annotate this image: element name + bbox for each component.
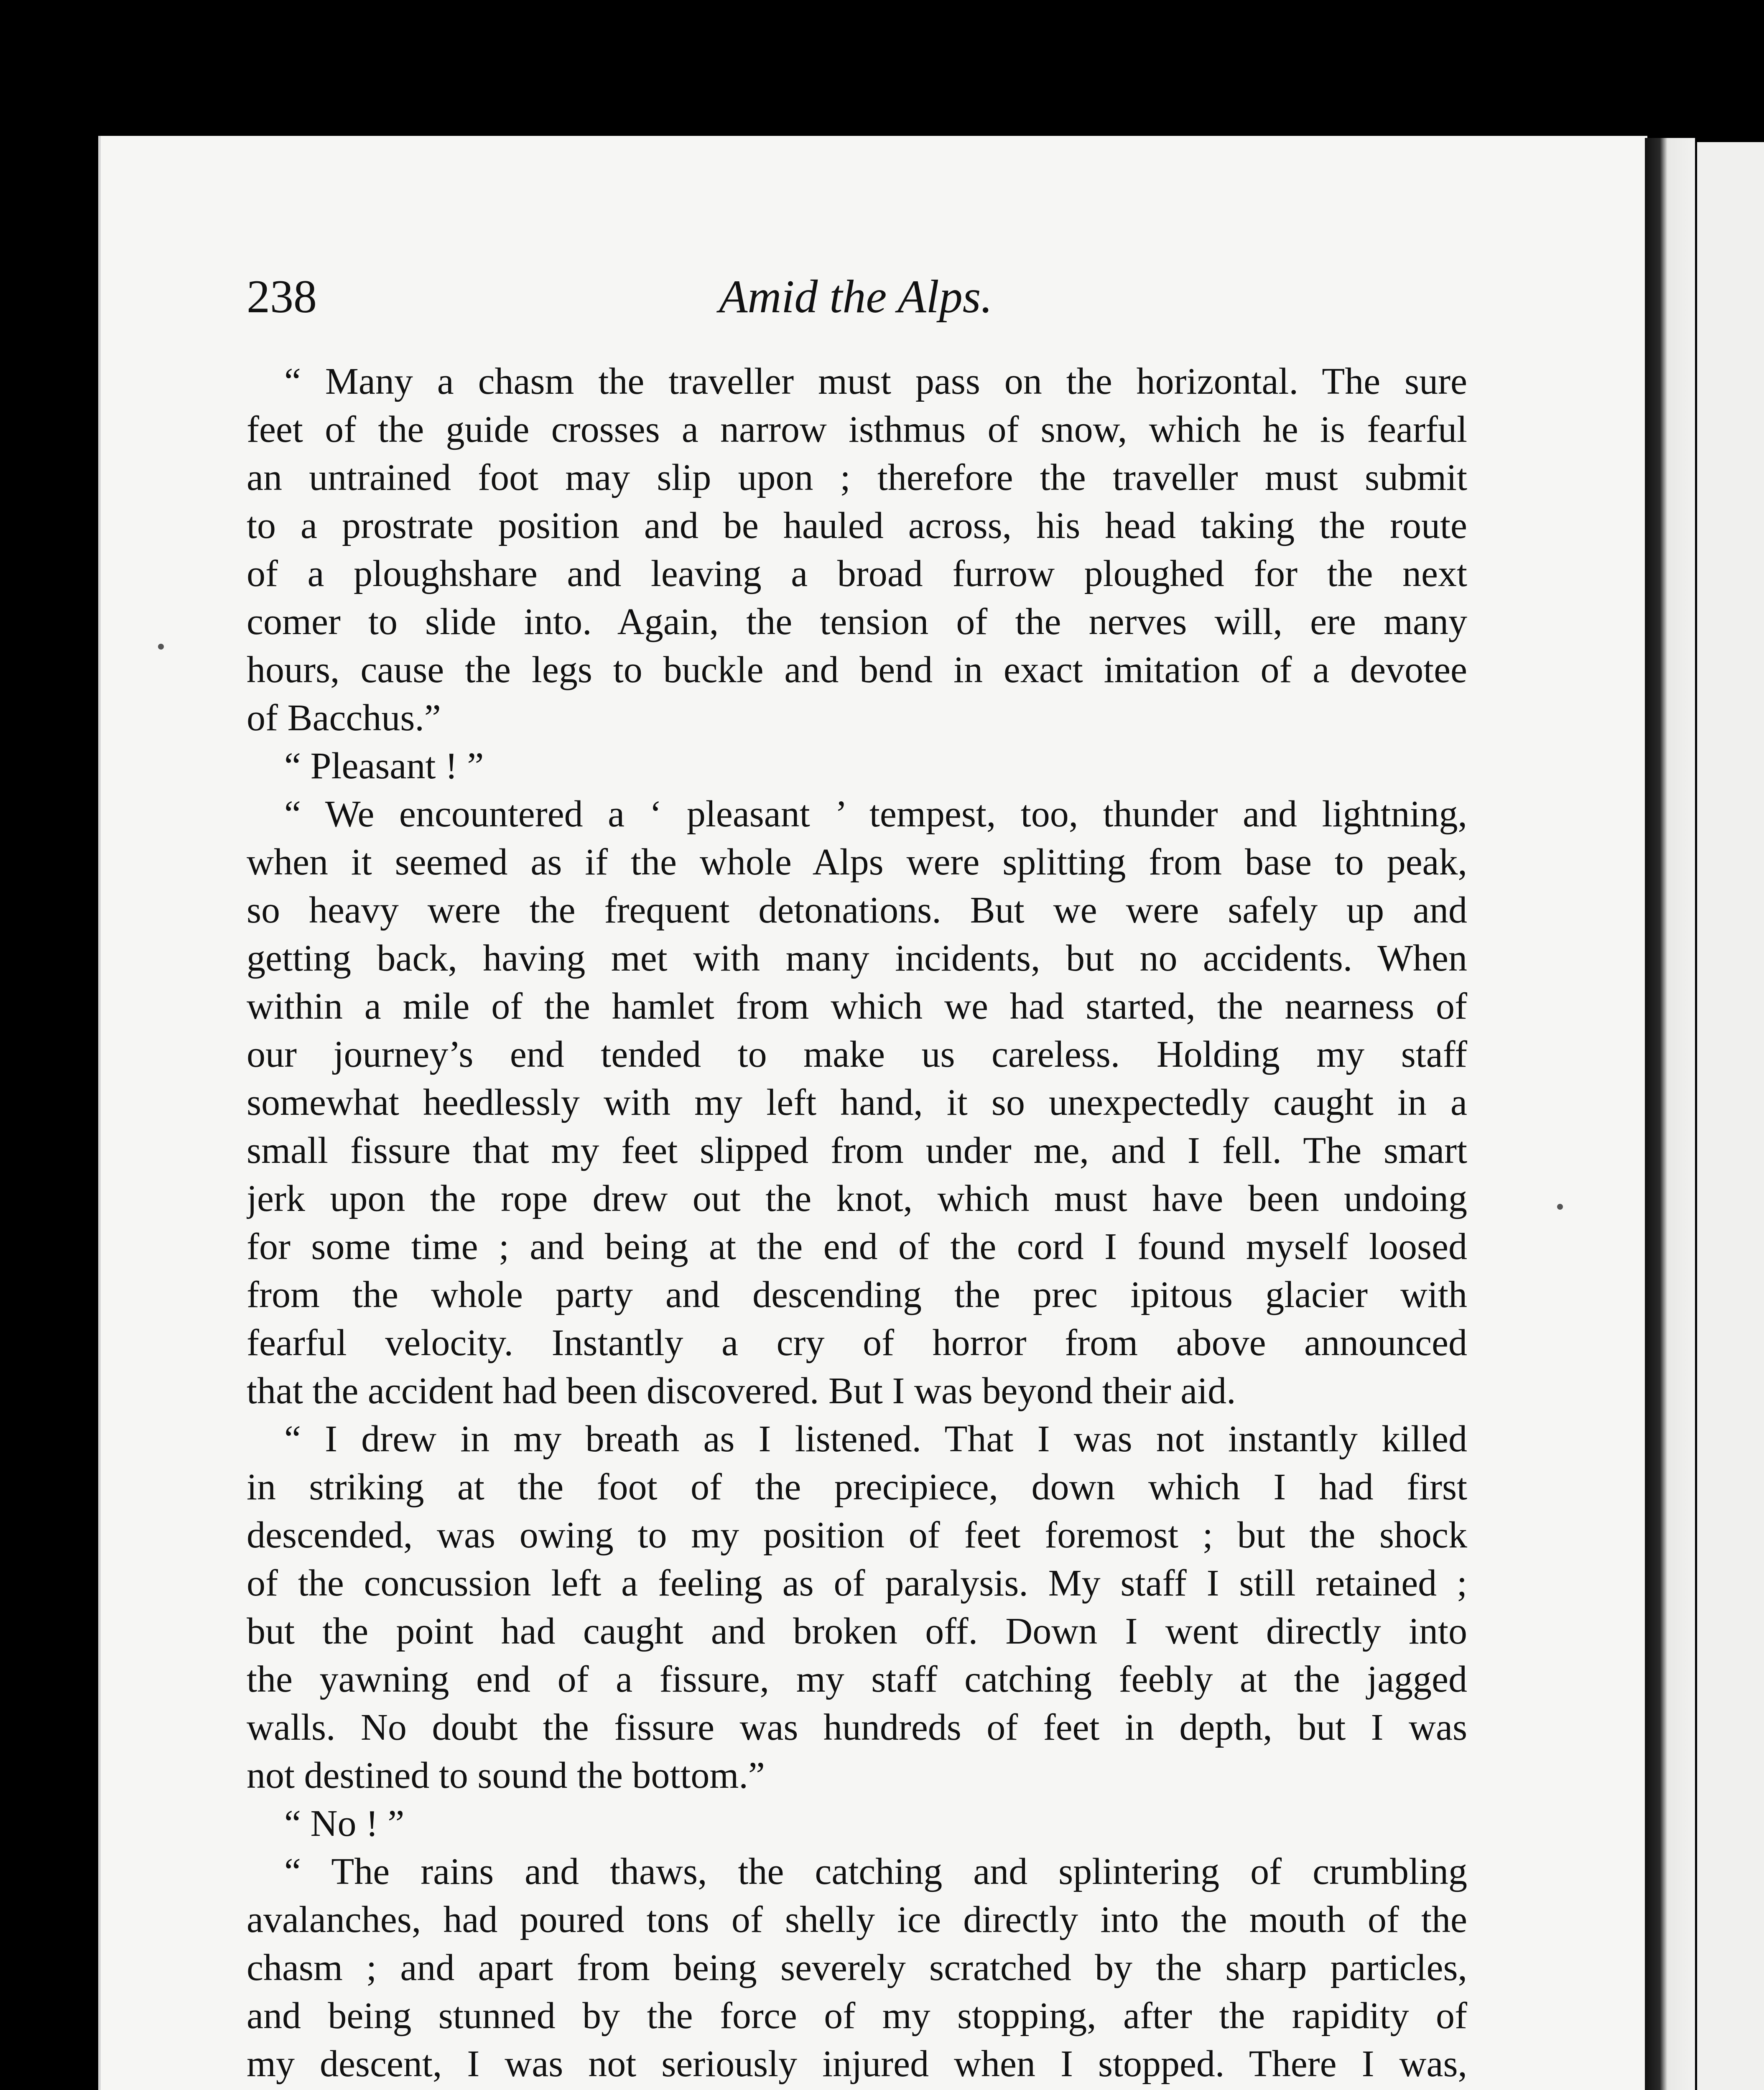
page-gutter-shadow — [1645, 138, 1695, 2090]
text-line: small fissure that my feet slipped from under me, and I fell. The smart — [247, 1130, 1467, 1171]
text-line: our journey’s end tended to make us careless. Holding my staff — [247, 1034, 1467, 1075]
text-line: feet of the guide crosses a narrow isthmus of snow, which he is fearful — [247, 409, 1467, 450]
text-line: “ The rains and thaws, the catching and splintering of crumbling — [284, 1851, 1467, 1892]
text-line — [247, 2088, 1467, 2090]
text-line: from the whole party and descending the prec ipitous glacier with — [247, 1274, 1467, 1315]
text-line: “ I drew in my breath as I listened. That I was not instantly killed — [284, 1418, 1467, 1460]
text-line: fearful velocity. Instantly a cry of horror from above announced — [247, 1322, 1467, 1364]
text-line: the yawning end of a fissure, my staff catching feebly at the jagged — [247, 1659, 1467, 1700]
text-line: in striking at the foot of the precipiece, down which I had first — [247, 1466, 1467, 1508]
text-line: “ We encountered a ‘ pleasant ’ tempest, too, thunder and lightning, — [284, 793, 1467, 835]
text-line: avalanches, had poured tons of shelly ice directly into the mouth of the — [247, 1899, 1467, 1940]
text-line: for some time ; and being at the end of the cord I found myself loosed — [247, 1226, 1467, 1267]
running-head — [247, 268, 1467, 326]
text-line: not destined to sound the bottom.” — [247, 1755, 765, 1796]
running-title: Amid the Alps. — [719, 271, 993, 323]
text-line: my descent, I was not seriously injured when I stopped. There I was, — [247, 2043, 1467, 2085]
text-line: of Bacchus.” — [247, 697, 441, 739]
next-page-edge — [1697, 142, 1764, 2090]
text-line: walls. No doubt the fissure was hundreds of feet in depth, but I was — [247, 1707, 1467, 1748]
page-number: 238 — [247, 271, 317, 323]
text-line: somewhat heedlessly with my left hand, it so unexpectedly caught in a — [247, 1082, 1467, 1123]
text-line: descended, was owing to my position of feet foremost ; but the shock — [247, 1514, 1467, 1556]
text-line: but the point had caught and broken off. Down I went directly into — [247, 1611, 1467, 1652]
text-line: when it seemed as if the whole Alps were splitting from base to peak, — [247, 841, 1467, 883]
text-line: an untrained foot may slip upon ; therefore the traveller must submit — [247, 457, 1467, 498]
text-line: to a prostrate position and be hauled across, his head taking the route — [247, 505, 1467, 546]
text-line: that the accident had been discovered. But I was beyond their aid. — [247, 1370, 1236, 1412]
text-line: “ Many a chasm the traveller must pass on the horizontal. The sure — [284, 361, 1467, 402]
text-line: chasm ; and apart from being severely scratched by the sharp particles, — [247, 1947, 1467, 1988]
text-line: of the concussion left a feeling as of paralysis. My staff I still retained ; — [247, 1562, 1467, 1604]
text-line: hours, cause the legs to buckle and bend in exact imitation of a devotee — [247, 649, 1467, 691]
text-line: getting back, having met with many incidents, but no accidents. When — [247, 938, 1467, 979]
scan-speck — [1557, 1204, 1563, 1210]
scan-speck — [158, 644, 164, 650]
text-line: so heavy were the frequent detonations. But we were safely up and — [247, 890, 1467, 931]
text-line: “ No ! ” — [284, 1803, 405, 1844]
body-text — [247, 357, 1467, 2090]
text-line: within a mile of the hamlet from which we had started, the nearness of — [247, 986, 1467, 1027]
text-line: “ Pleasant ! ” — [284, 745, 484, 787]
text-line: of a ploughshare and leaving a broad furrow ploughed for the next — [247, 553, 1467, 594]
text-line: jerk upon the rope drew out the knot, which must have been undoing — [247, 1178, 1467, 1219]
text-line: and being stunned by the force of my stopping, after the rapidity of — [247, 1995, 1467, 2036]
text-line: comer to slide into. Again, the tension of the nerves will, ere many — [247, 601, 1467, 642]
